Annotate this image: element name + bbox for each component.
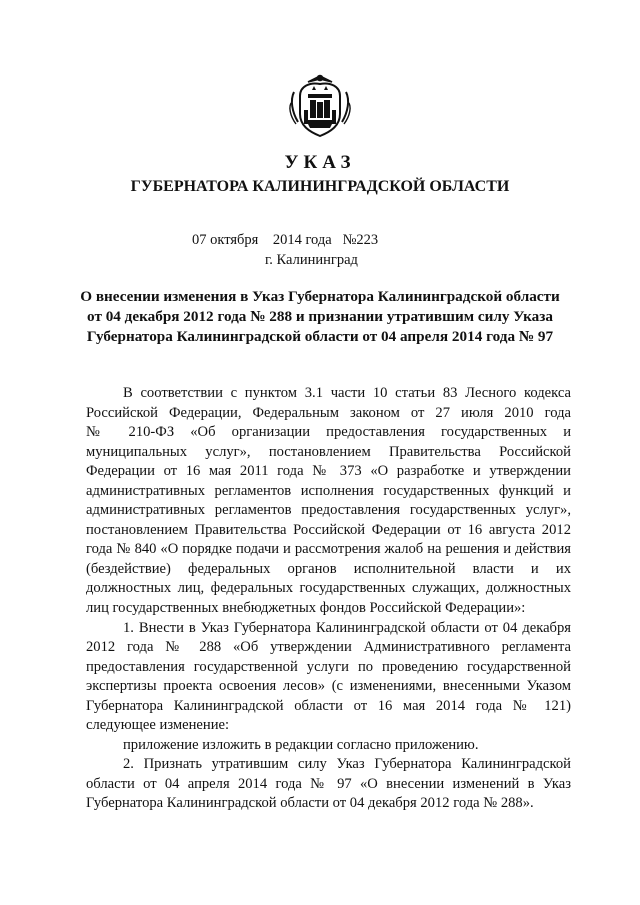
coat-of-arms-icon [286, 72, 354, 140]
text-line: 2. Признать утратившим силу Указ Губернатора Калининградской [123, 756, 571, 773]
issue-city: г. Калининград [265, 252, 358, 268]
document-body [86, 384, 571, 814]
text-line: 2012 года № 288 «Об утверждении Административного регламента [86, 639, 571, 656]
text-line: Федерации от 16 мая 2011 года № 373 «О разработке и утверждении [86, 463, 571, 480]
text-line: (бездействие) федеральных органов исполнительной власти и их [86, 560, 571, 577]
issuer-title: ГУБЕРНАТОРА КАЛИНИНГРАДСКОЙ ОБЛАСТИ [130, 178, 510, 195]
text-line: муниципальных услуг», постановлением Правительства Российской [86, 443, 571, 460]
text-line: Губернатора Калининградской области от 16 мая 2014 года № 121) [86, 697, 571, 714]
text-line: следующее изменение: [86, 717, 230, 734]
text-line: Губернатора Калининградской области от 04 декабря 2012 года № 288». [86, 795, 534, 812]
text-line: 1. Внести в Указ Губернатора Калининградской области от 04 декабря [123, 619, 571, 636]
text-line: должностных лиц, федеральных государственных служащих, должностных [86, 580, 571, 597]
text-line: Российской Федерации, Федеральным законом от 27 июля 2010 года [86, 404, 571, 421]
title-line: О внесении изменения в Указ Губернатора Калининградской области [80, 288, 560, 305]
document-type: УКАЗ [284, 152, 356, 173]
title-line: Губернатора Калининградской области от 04 апреля 2014 года № 97 [86, 328, 554, 345]
text-line: административных регламентов исполнения государственных функций и [86, 482, 571, 499]
text-line: № 210-ФЗ «Об организации предоставления государственных и [86, 424, 571, 441]
text-line: административных регламентов предоставления государственных услуг», [86, 502, 571, 519]
document-title [80, 287, 560, 347]
text-line: лиц государственных внебюджетных фондов Российской Федерации»: [86, 600, 526, 617]
preamble-paragraph [86, 384, 571, 619]
text-line: экспертизы проекта освоения лесов» (с изменениями, внесенными Указом [86, 678, 571, 695]
clause-1-paragraph [86, 619, 571, 736]
title-line: от 04 декабря 2012 года № 288 и признании утратившим силу Указа [87, 308, 553, 325]
text-line: области от 04 апреля 2014 года № 97 «О внесении изменений в Указ [86, 775, 571, 792]
text-line: В соответствии с пунктом 3.1 части 10 статьи 83 Лесного кодекса [123, 385, 571, 401]
text-line: приложение изложить в редакции согласно приложению. [123, 736, 479, 753]
clause-2-paragraph [86, 755, 571, 814]
date-and-number: 07 октября 2014 года №223 [192, 232, 379, 248]
text-line: постановлением Правительства Российской Федерации от 16 августа 2012 [86, 521, 571, 538]
clause-1-amendment-paragraph [86, 736, 571, 756]
text-line: предоставления государственной услуги по проведению государственной [86, 658, 571, 675]
text-line: года № 840 «О порядке подачи и рассмотрения жалоб на решения и действия [86, 541, 571, 558]
